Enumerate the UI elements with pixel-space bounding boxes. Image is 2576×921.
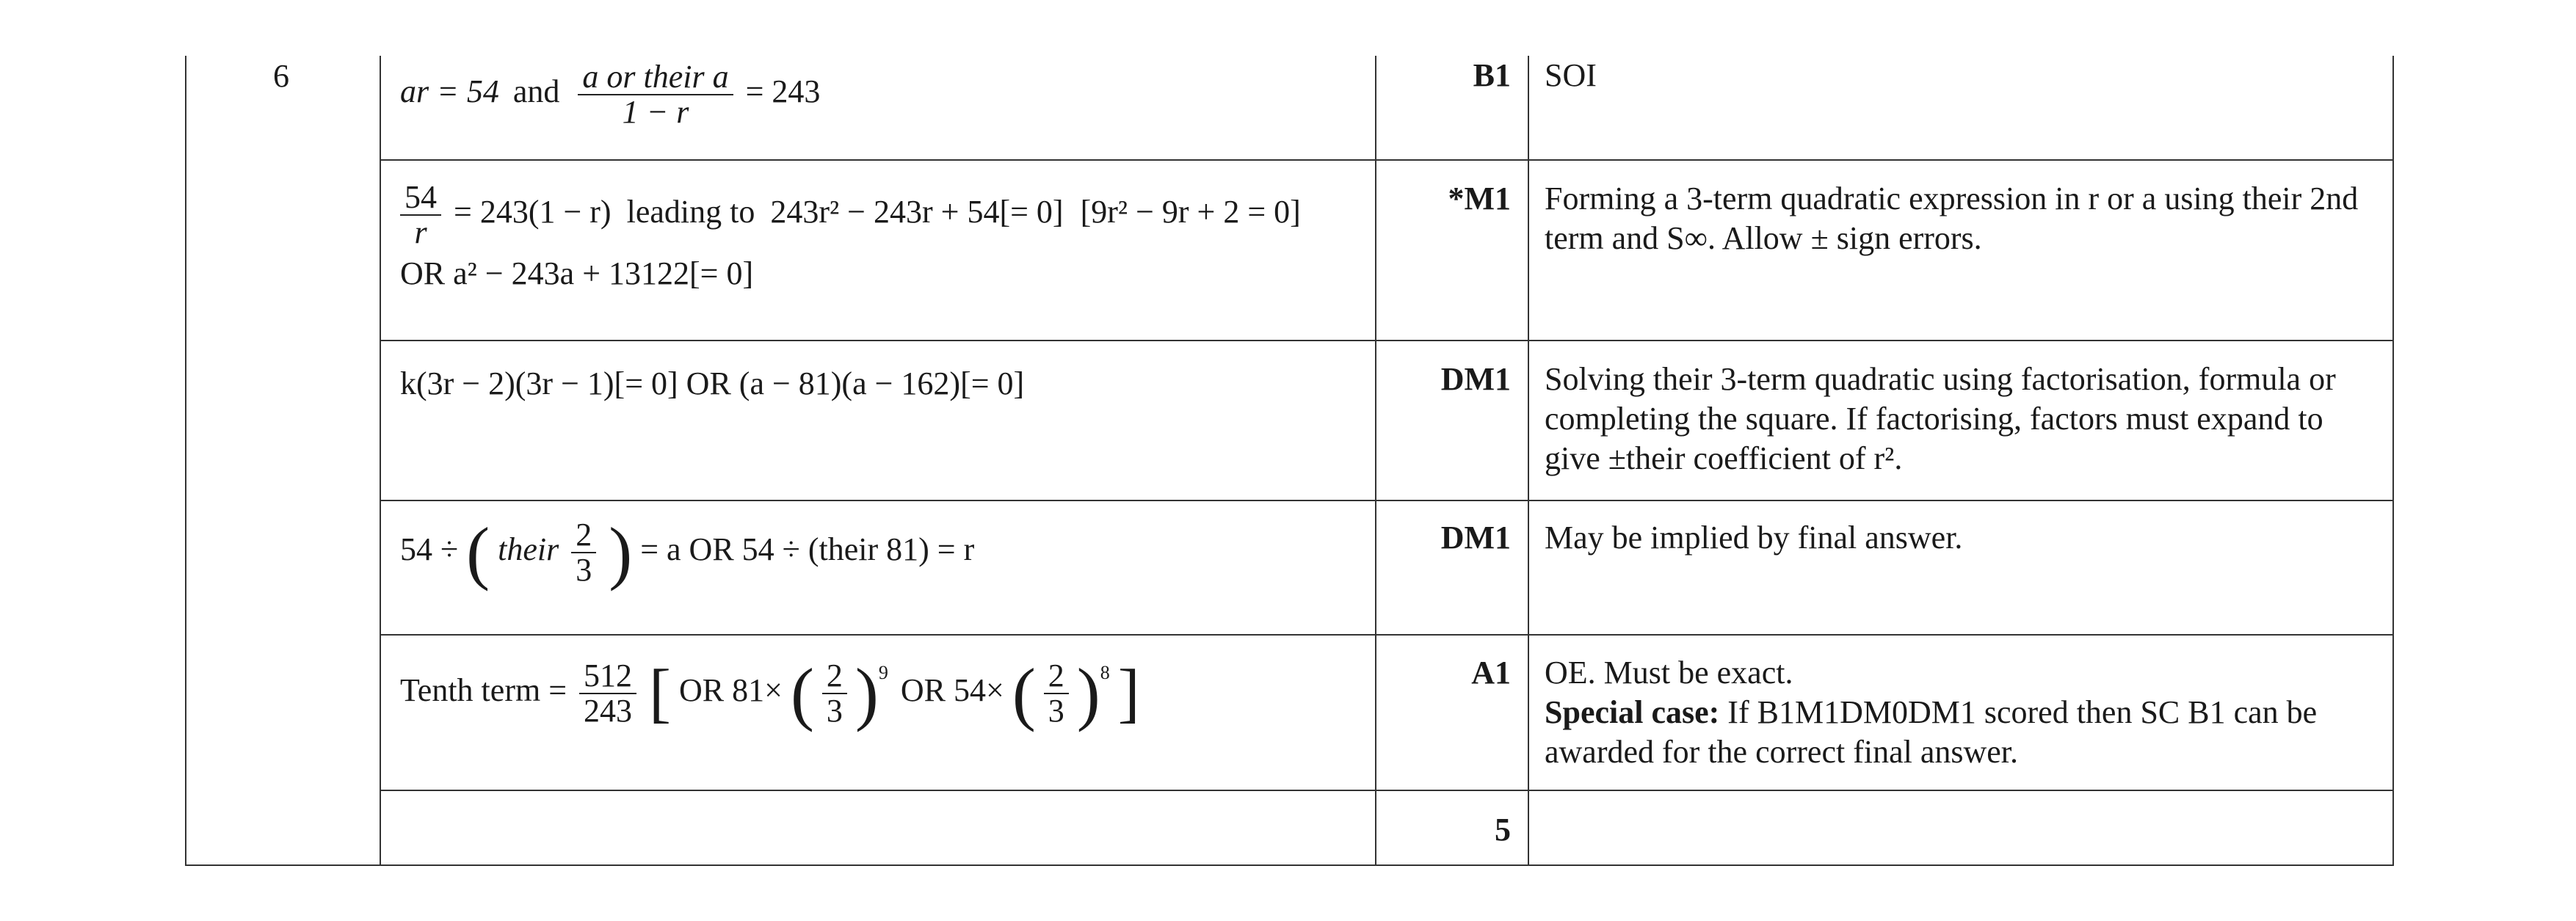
table-border-left bbox=[185, 56, 186, 866]
fraction-numerator: 2 bbox=[576, 517, 592, 553]
table-border-right bbox=[2392, 56, 2394, 866]
fraction bbox=[571, 518, 596, 587]
fraction-numerator: 2 bbox=[1048, 657, 1064, 694]
close-bracket: ] bbox=[1117, 656, 1140, 729]
fraction-numerator: 54 bbox=[404, 179, 437, 215]
close-paren: ) bbox=[1076, 653, 1100, 732]
row-divider bbox=[380, 790, 2394, 791]
guidance-text: OE. Must be exact. bbox=[1545, 655, 1793, 691]
close-paren: ) bbox=[609, 513, 633, 591]
fraction-numerator: a or their a bbox=[582, 59, 729, 95]
guidance-text: May be implied by final answer. bbox=[1545, 520, 1963, 556]
guidance-text: If B1M1DM0DM1 scored then SC B1 can be awarded for the correct final answer. bbox=[1545, 694, 2318, 770]
fraction-denominator: 3 bbox=[1044, 693, 1069, 728]
total-marks: 5 bbox=[1495, 812, 1511, 848]
answer-connector: leading to bbox=[626, 194, 755, 230]
answer-row-1 bbox=[400, 60, 1354, 129]
open-paren: ( bbox=[1012, 653, 1036, 732]
mark-code: DM1 bbox=[1440, 520, 1511, 556]
answer-expression: ar = 54 bbox=[400, 73, 499, 110]
fraction-numerator: 2 bbox=[826, 657, 843, 694]
mark-code: A1 bbox=[1471, 655, 1511, 691]
column-divider-guidance bbox=[1528, 56, 1529, 866]
answer-expression: OR 81× bbox=[679, 672, 783, 708]
answer-expression: k(3r − 2)(3r − 1)[= 0] OR (a − 81)(a − 162)[= 0] bbox=[400, 365, 1025, 401]
answer-connector: and bbox=[512, 73, 560, 110]
open-paren: ( bbox=[466, 513, 490, 591]
exponent: 9 bbox=[878, 662, 888, 683]
fraction bbox=[1044, 659, 1069, 728]
guidance-text: Solving their 3-term quadratic using factorisation, formula or completing the square. If factorising, factors must expand to give ±their coefficient of r². bbox=[1545, 361, 2336, 476]
row-divider bbox=[380, 159, 2394, 161]
open-paren: ( bbox=[790, 653, 814, 732]
column-divider-marks bbox=[1375, 56, 1376, 866]
fraction bbox=[400, 181, 441, 250]
fraction-denominator: 1 − r bbox=[578, 94, 733, 129]
guidance-block bbox=[1545, 653, 2381, 772]
answer-row-5 bbox=[400, 653, 1354, 732]
row-divider bbox=[380, 500, 2394, 501]
answer-expression: OR 54× bbox=[900, 672, 1004, 708]
question-number: 6 bbox=[273, 58, 289, 94]
answer-expression: = a OR 54 ÷ (their 81) = r bbox=[640, 531, 975, 568]
answer-row-2 bbox=[400, 181, 1354, 294]
answer-row-3 bbox=[400, 364, 1354, 404]
answer-row-4 bbox=[400, 513, 1354, 591]
column-divider-answer bbox=[380, 56, 381, 866]
answer-expression: 54 ÷ bbox=[400, 531, 459, 568]
mark-code: B1 bbox=[1473, 57, 1511, 93]
guidance-text: SOI bbox=[1545, 57, 1597, 93]
special-case-label: Special case: bbox=[1545, 694, 1720, 730]
fraction bbox=[578, 60, 733, 129]
mark-code: *M1 bbox=[1448, 181, 1511, 216]
mark-code: DM1 bbox=[1440, 361, 1511, 397]
guidance-special-case bbox=[1545, 693, 2381, 772]
answer-expression: = 243(1 − r) bbox=[454, 194, 612, 230]
answer-expression: their bbox=[498, 531, 559, 568]
answer-label: Tenth term = bbox=[400, 672, 567, 708]
fraction bbox=[579, 659, 636, 728]
answer-expression: [9r² − 9r + 2 = 0] bbox=[1080, 194, 1301, 230]
fraction-denominator: 3 bbox=[571, 552, 596, 587]
row-divider bbox=[380, 340, 2394, 341]
answer-expression: = 243 bbox=[745, 73, 821, 110]
close-paren: ) bbox=[855, 653, 879, 732]
exponent: 8 bbox=[1100, 662, 1110, 683]
row-divider bbox=[380, 634, 2394, 636]
table-border-bottom bbox=[185, 864, 2394, 866]
answer-alternative: OR a² − 243a + 13122[= 0] bbox=[400, 255, 754, 291]
fraction bbox=[822, 659, 847, 728]
fraction-denominator: r bbox=[400, 214, 441, 250]
fraction-denominator: 3 bbox=[822, 693, 847, 728]
guidance-text: Forming a 3-term quadratic expression in r or a using their 2nd term and S∞. Allow ± sign errors. bbox=[1545, 181, 2359, 256]
fraction-denominator: 243 bbox=[579, 693, 636, 728]
open-bracket: [ bbox=[649, 656, 671, 729]
answer-expression: 243r² − 243r + 54[= 0] bbox=[770, 194, 1064, 230]
fraction-numerator: 512 bbox=[584, 657, 633, 694]
